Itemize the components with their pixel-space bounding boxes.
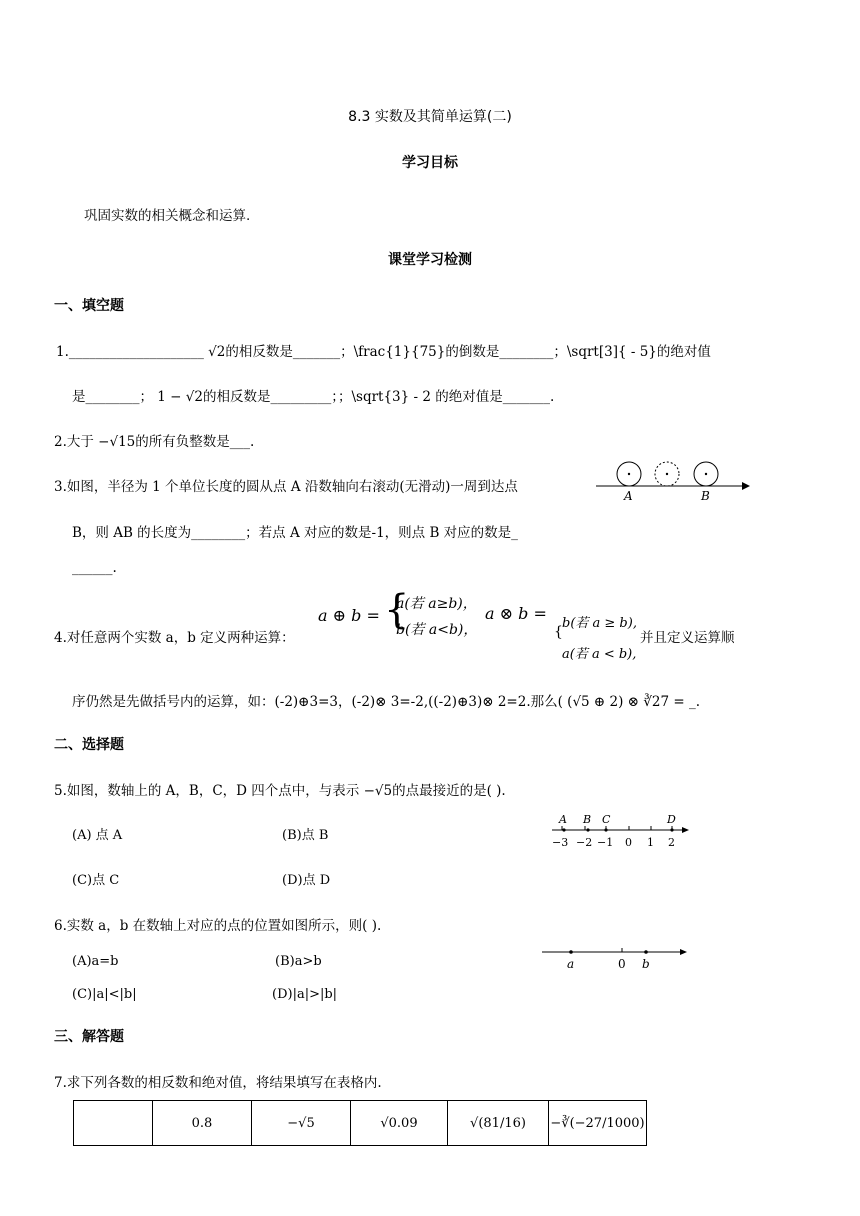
q7: 7.求下列各数的相反数和绝对值，将结果填写在表格内.: [54, 1075, 382, 1091]
label-b: b: [642, 957, 650, 971]
tick-1: 1: [647, 836, 654, 849]
goal-text: 巩固实数的相关概念和运算.: [84, 208, 251, 224]
q6-number-line-figure: [540, 940, 692, 974]
q6-option-d: (D)|a|>|b|: [272, 987, 338, 1002]
tick-neg1: −1: [597, 836, 614, 849]
table-cell: [74, 1101, 153, 1146]
part2-heading: 二、选择题: [54, 737, 124, 753]
q6-option-c: (C)|a|<|b|: [72, 987, 137, 1002]
letter-b: B: [583, 813, 592, 826]
label-0: 0: [618, 957, 626, 971]
label-b: B: [701, 489, 710, 503]
label-a: A: [624, 489, 633, 503]
point-b: [586, 828, 589, 831]
goal-heading: 学习目标: [402, 155, 458, 171]
q3-line1: 3.如图，半径为 1 个单位长度的圆从点 A 沿数轴向右滚动(无滑动)一周到达点: [54, 479, 518, 495]
part3-heading: 三、解答题: [54, 1029, 124, 1045]
q4-prefix: 4.对任意两个实数 a，b 定义两种运算：: [54, 630, 295, 646]
part1-heading: 一、填空题: [54, 298, 124, 314]
table-row: [74, 1101, 647, 1146]
page-title: 8.3 实数及其简单运算(二): [348, 109, 512, 125]
point-a: [562, 828, 565, 831]
q4-def1-case1: a(若 a≥b)，: [396, 596, 477, 612]
letter-a: A: [559, 813, 567, 826]
label-a: a: [567, 957, 575, 971]
q4-def1-brace: {: [384, 587, 410, 633]
point-d: [670, 828, 673, 831]
tick-neg2: −2: [576, 836, 593, 849]
q5-option-d: (D)点 D: [282, 873, 331, 888]
q4-suffix: 并且定义运算顺: [640, 630, 735, 646]
q6-option-a: (A)a=b: [72, 954, 119, 969]
q7-table: [73, 1100, 647, 1146]
q3-line2: B，则 AB 的长度为________；若点 A 对应的数是-1，则点 B 对应的数是_: [72, 525, 518, 541]
tick-2: 2: [668, 836, 675, 849]
point-b: [644, 950, 648, 954]
tick-0: 0: [625, 836, 632, 849]
table-cell: √0.09: [351, 1101, 448, 1146]
q4-def1-lhs: a ⊕ b =: [318, 606, 380, 625]
q5-option-a: (A) 点 A: [72, 828, 123, 843]
letter-d: D: [667, 813, 676, 826]
table-cell: −√5: [252, 1101, 351, 1146]
q3-line3: ______.: [72, 560, 117, 576]
q6: 6.实数 a，b 在数轴上对应的点的位置如图所示，则( ).: [54, 918, 382, 934]
q1-line1: 1.____________________ √2的相反数是_______；\frac{1}{75}的倒数是________；\sqrt[3]{ - 5}的绝对值: [56, 344, 711, 360]
q5-number-line-figure: [548, 810, 693, 852]
q4-def2-case1: b(若 a ≥ b),: [562, 616, 637, 631]
q4-def2-brace: {: [554, 624, 563, 640]
table-cell: −∛(−27/1000): [549, 1101, 647, 1146]
q5-option-b: (B)点 B: [282, 828, 329, 843]
tick-neg3: −3: [552, 836, 569, 849]
q6-option-b: (B)a>b: [275, 954, 322, 969]
q3-rolling-circle-figure: [592, 456, 752, 504]
table-cell: 0.8: [153, 1101, 252, 1146]
q5-option-c: (C)点 C: [72, 873, 120, 888]
point-a: [569, 950, 573, 954]
letter-c: C: [602, 813, 611, 826]
q4-line2: 序仍然是先做括号内的运算，如：(-2)⊕3=3，(-2)⊗ 3=-2,((-2)⊕3)⊗ 2=2.那么( (√5 ⊕ 2) ⊗ ∛27 = _.: [72, 694, 700, 710]
table-cell: √(81/16): [448, 1101, 549, 1146]
q4-def2-lhs: a ⊗ b =: [485, 604, 547, 623]
q5: 5.如图，数轴上的 A，B，C，D 四个点中，与表示 −√5的点最接近的是( ).: [54, 783, 506, 799]
check-heading: 课堂学习检测: [388, 252, 472, 268]
q4-def1-case2: b(若 a<b)，: [396, 622, 478, 638]
q4-def2-case2: a(若 a < b),: [562, 647, 637, 662]
q1-line2: 是________； 1 − √2的相反数是_________；；\sqrt{3} - 2 的绝对值是_______.: [72, 389, 555, 405]
point-c: [604, 828, 607, 831]
q2: 2.大于 −√15的所有负整数是___.: [54, 434, 255, 450]
